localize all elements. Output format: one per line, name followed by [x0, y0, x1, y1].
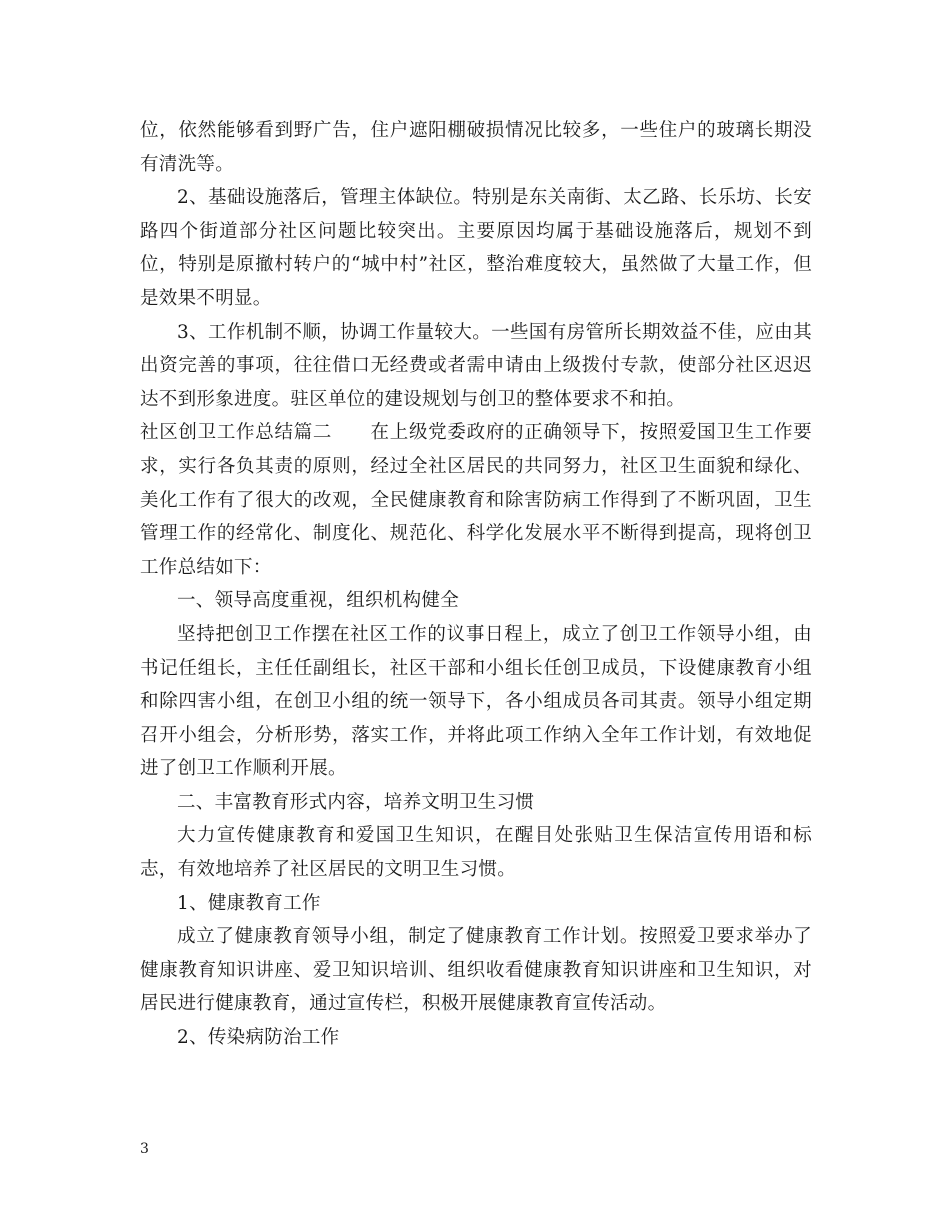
- page-number: 3: [140, 1141, 149, 1157]
- paragraph-education: 大力宣传健康教育和爱国卫生知识，在醒目处张贴卫生保洁宣传用语和标志，有效地培养了社区居民的文明卫生习惯。: [140, 825, 812, 881]
- paragraph-item-3: 3、工作机制不顺，协调工作量较大。一些国有房管所长期效益不佳，应由其出资完善的事项，往往借口无经费或者需申请由上级拨付专款，使部分社区迟迟达不到形象进度。驻区单位的建设规划与创卫的整体要求不和拍。: [140, 321, 812, 410]
- heading-leadership: 一、领导高度重视，组织机构健全: [177, 590, 460, 612]
- paragraph-item-2: 2、基础设施落后，管理主体缺位。特别是东关南街、太乙路、长乐坊、长安路四个街道部分社区问题比较突出。主要原因均属于基础设施落后，规划不到位，特别是原撤村转户的“城中村”社区，整治难度较大，虽然做了大量工作，但是效果不明显。: [140, 187, 812, 309]
- heading-education: 二、丰富教育形式内容，培养文明卫生习惯: [177, 791, 535, 813]
- paragraph-leadership: 坚持把创卫工作摆在社区工作的议事日程上，成立了创卫工作领导小组，由书记任组长，主任任副组长，社区干部和小组长任创卫成员，下设健康教育小组和除四害小组，在创卫小组的统一领导下，各小组成员各司其责。领导小组定期召开小组会，分析形势，落实工作，并将此项工作纳入全年工作计划，有效地促进了创卫工作顺利开展。: [140, 623, 812, 780]
- paragraph-health-education: 成立了健康教育领导小组，制定了健康教育工作计划。按照爱卫要求举办了健康教育知识讲座、爱卫知识培训、组织收看健康教育知识讲座和卫生知识，对居民进行健康教育，通过宣传栏，积极开展健康教育宣传活动。: [140, 926, 812, 1015]
- subheading-disease-prevention: 2、传染病防治工作: [177, 1027, 340, 1049]
- paragraph-continuation: 位，依然能够看到野广告，住户遮阳棚破损情况比较多，一些住户的玻璃长期没有清洗等。: [140, 120, 812, 175]
- paragraph-section-two-intro: 社区创卫工作总结篇二 在上级党委政府的正确领导下，按照爱国卫生工作要求，实行各负其责的原则，经过全社区居民的共同努力，社区卫生面貌和绿化、美化工作有了很大的改观，全民健康教育和除害防病工作得到了不断巩固，卫生管理工作的经常化、制度化、规范化、科学化发展水平不断得到提高，现将创卫工作总结如下：: [140, 422, 812, 578]
- subheading-health-education: 1、健康教育工作: [177, 892, 321, 914]
- document-body: [140, 114, 812, 1055]
